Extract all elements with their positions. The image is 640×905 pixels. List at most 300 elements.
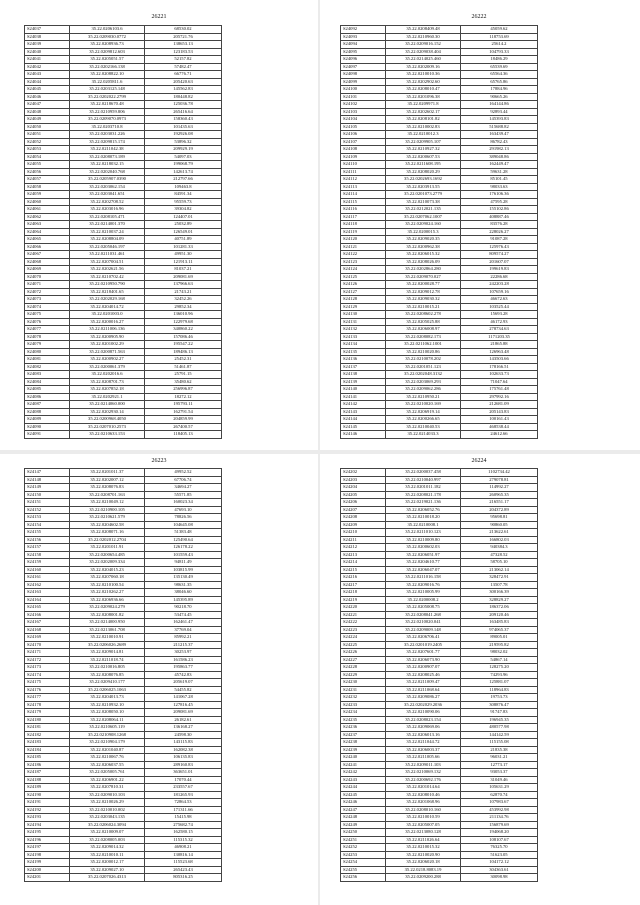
- row-value-cell: 233557.67: [145, 784, 222, 792]
- row-code-cell: 35.22.0200905.90: [70, 333, 145, 341]
- row-value-cell: 34694.27: [145, 484, 222, 492]
- row-id-cell: S24204: [341, 484, 386, 492]
- table-row: [25, 281, 222, 289]
- row-value-cell: 209929.19: [145, 146, 222, 154]
- row-id-cell: S24229: [341, 671, 386, 679]
- table-row: [25, 844, 222, 852]
- row-code-cell: 35.22.0211018.74: [70, 656, 145, 664]
- table-row: [25, 821, 222, 829]
- row-id-cell: S24062: [25, 213, 70, 221]
- row-code-cell: 35.22.0210049.12: [70, 499, 145, 507]
- row-value-cell: 126963.48: [461, 348, 538, 356]
- row-value-cell: 58705.10: [461, 559, 538, 567]
- row-id-cell: S24100: [341, 86, 386, 94]
- table-row: [341, 198, 538, 206]
- row-id-cell: S24240: [341, 754, 386, 762]
- row-id-cell: S24060: [25, 198, 70, 206]
- table-row: [25, 363, 222, 371]
- row-code-cell: 35.22.0206103.6: [70, 26, 145, 34]
- row-value-cell: 328472.91: [461, 574, 538, 582]
- table-row: [25, 86, 222, 94]
- row-id-cell: S24195: [25, 829, 70, 837]
- table-row: [341, 806, 538, 814]
- row-code-cell: 35.22.0208082.173: [386, 333, 461, 341]
- table-row: [341, 761, 538, 769]
- row-id-cell: S24086: [25, 393, 70, 401]
- row-code-cell: 35.22.0202009.334: [70, 559, 145, 567]
- row-id-cell: S24189: [25, 784, 70, 792]
- row-code-cell: 35.22.0206025.1063: [70, 686, 145, 694]
- table-row: [25, 791, 222, 799]
- row-id-cell: S24111: [341, 168, 386, 176]
- table-row: [341, 48, 538, 56]
- row-value-cell: 143503.66: [461, 356, 538, 364]
- row-value-cell: 164144.86: [461, 101, 538, 109]
- row-id-cell: S24182: [25, 731, 70, 739]
- row-value-cell: 30253.97: [145, 649, 222, 657]
- row-code-cell: 35.22.0202602.17: [386, 108, 461, 116]
- row-code-cell: 35.22.0208701.73: [70, 378, 145, 386]
- row-value-cell: 328829.27: [461, 596, 538, 604]
- row-value-cell: 136010.96: [145, 311, 222, 319]
- row-code-cell: 35.22.0206003.37: [386, 746, 461, 754]
- row-value-cell: 162082.38: [145, 746, 222, 754]
- row-id-cell: S24228: [341, 664, 386, 672]
- table-row: [341, 281, 538, 289]
- row-code-cell: 35.22.0202029.2036: [386, 701, 461, 709]
- row-id-cell: S24221: [341, 611, 386, 619]
- row-code-cell: 35.22.0209070.0973: [70, 116, 145, 124]
- row-code-cell: 35.22.0209010.103: [70, 791, 145, 799]
- table-row: [25, 48, 222, 56]
- row-value-cell: 162580.15: [145, 829, 222, 837]
- table-row: [341, 716, 538, 724]
- row-code-cell: 35.22.0203062.154: [70, 183, 145, 191]
- row-value-cell: 178166.51: [461, 363, 538, 371]
- row-id-cell: S24168: [25, 626, 70, 634]
- row-id-cell: S24116: [341, 206, 386, 214]
- table-row: [25, 138, 222, 146]
- table-row: [341, 213, 538, 221]
- table-row: [341, 829, 538, 837]
- row-value-cell: 95559.73: [145, 198, 222, 206]
- row-id-cell: S24130: [341, 311, 386, 319]
- table-row: [341, 243, 538, 251]
- table-row: [341, 236, 538, 244]
- row-code-cell: 35.22.0211016.158: [386, 574, 461, 582]
- row-value-cell: 145562.83: [145, 86, 222, 94]
- row-id-cell: S24128: [341, 296, 386, 304]
- row-value-cell: 15693.28: [461, 311, 538, 319]
- row-value-cell: 122979.68: [145, 318, 222, 326]
- row-id-cell: S24165: [25, 604, 70, 612]
- row-value-cell: 125976.43: [461, 243, 538, 251]
- table-row: [341, 371, 538, 379]
- table-row: [341, 363, 538, 371]
- row-id-cell: S24192: [25, 806, 70, 814]
- page-title: 26222: [471, 14, 487, 20]
- row-id-cell: S24039: [25, 41, 70, 49]
- row-code-cell: 35.22.0210262.27: [70, 589, 145, 597]
- row-id-cell: S24190: [25, 791, 70, 799]
- row-id-cell: S24209: [341, 521, 386, 529]
- row-id-cell: S24110: [341, 161, 386, 169]
- row-code-cell: 35.22.0210950.790: [70, 281, 145, 289]
- row-value-cell: 118405.13: [145, 431, 222, 439]
- table-row: [25, 63, 222, 71]
- row-value-cell: 51461.87: [145, 363, 222, 371]
- table-row: [341, 679, 538, 687]
- row-id-cell: S24210: [341, 529, 386, 537]
- row-code-cell: 35.22.0211006.136: [70, 326, 145, 334]
- row-code-cell: 35.22.0210020.86: [386, 348, 461, 356]
- row-value-cell: 90860.05: [461, 521, 538, 529]
- row-id-cell: S24064: [25, 228, 70, 236]
- table-row: [341, 416, 538, 424]
- row-code-cell: 35.22.0210020.041: [386, 619, 461, 627]
- table-row: [25, 108, 222, 116]
- row-code-cell: 35.22.0200016.27: [70, 318, 145, 326]
- row-value-cell: 195547.22: [145, 341, 222, 349]
- table-row: [341, 874, 538, 882]
- table-row: [341, 296, 538, 304]
- row-id-cell: S24061: [25, 206, 70, 214]
- row-value-cell: 101559.43: [145, 551, 222, 559]
- row-id-cell: S24138: [341, 371, 386, 379]
- row-code-cell: 35.22.0210020.90: [386, 851, 461, 859]
- table-row: [25, 221, 222, 229]
- row-id-cell: S24080: [25, 348, 70, 356]
- row-code-cell: 35.22.0206037.55: [70, 761, 145, 769]
- row-value-cell: 108107.67: [461, 836, 538, 844]
- row-value-cell: 18486.29: [461, 56, 538, 64]
- row-id-cell: S24227: [341, 656, 386, 664]
- row-value-cell: 216551.17: [461, 499, 538, 507]
- row-id-cell: S24125: [341, 273, 386, 281]
- table-row: [341, 318, 538, 326]
- row-code-cell: 35.22.0214000.950: [70, 619, 145, 627]
- row-value-cell: 40751.89: [145, 236, 222, 244]
- row-code-cell: 35.22.0200907.07: [386, 664, 461, 672]
- row-value-cell: 101281.33: [145, 243, 222, 251]
- row-id-cell: S24203: [341, 476, 386, 484]
- row-id-cell: S24202: [341, 469, 386, 477]
- row-code-cell: 35.22.0201096.38: [386, 93, 461, 101]
- row-value-cell: 107659.16: [461, 288, 538, 296]
- table-row: [25, 664, 222, 672]
- row-code-cell: 35.22.0201011.37: [70, 469, 145, 477]
- table-row: [25, 544, 222, 552]
- row-id-cell: S24066: [25, 243, 70, 251]
- table-row: [341, 596, 538, 604]
- table-row: [25, 724, 222, 732]
- table-row: [25, 814, 222, 822]
- row-code-cell: 35.22.0218670.48: [70, 101, 145, 109]
- row-code-cell: 35.22.0209024.279: [70, 604, 145, 612]
- row-id-cell: S24090: [25, 423, 70, 431]
- table-row: [341, 814, 538, 822]
- row-value-cell: 17070.44: [145, 776, 222, 784]
- table-row: [25, 649, 222, 657]
- row-code-cell: 35.22.0207010.2573: [70, 423, 145, 431]
- row-value-cell: 66776.71: [145, 71, 222, 79]
- row-code-cell: 35.22.0218.8083.19: [386, 866, 461, 874]
- row-value-cell: 166802.03: [461, 536, 538, 544]
- table-row: [341, 348, 538, 356]
- row-id-cell: S24052: [25, 138, 70, 146]
- row-id-cell: S24171: [25, 649, 70, 657]
- row-id-cell: S24176: [25, 686, 70, 694]
- row-code-cell: 35.22.0210908.1268: [70, 731, 145, 739]
- table-row: [341, 153, 538, 161]
- row-id-cell: S24167: [25, 619, 70, 627]
- row-id-cell: S24181: [25, 724, 70, 732]
- table-row: [341, 33, 538, 41]
- row-value-cell: 78826.56: [145, 514, 222, 522]
- row-id-cell: S24109: [341, 153, 386, 161]
- row-code-cell: 35.22.0201011.91: [70, 544, 145, 552]
- table-row: [25, 266, 222, 274]
- row-code-cell: 35.22.0211042.38: [70, 146, 145, 154]
- table-row: [341, 589, 538, 597]
- row-code-cell: 35.22.0200902.27: [70, 356, 145, 364]
- table-row: [341, 138, 538, 146]
- row-code-cell: 35.22.0210950.21: [386, 393, 461, 401]
- row-code-cell: 35.22.0207060.18: [70, 574, 145, 582]
- row-id-cell: S24151: [25, 499, 70, 507]
- row-value-cell: 46908.21: [145, 844, 222, 852]
- table-row: [25, 731, 222, 739]
- table-row: [25, 33, 222, 41]
- table-row: [25, 93, 222, 101]
- row-code-cell: 35.22.0206051.97: [386, 551, 461, 559]
- row-code-cell: 35.22.0210010.59: [386, 814, 461, 822]
- row-value-cell: 199619.83: [461, 266, 538, 274]
- row-id-cell: S24187: [25, 769, 70, 777]
- row-id-cell: S24068: [25, 258, 70, 266]
- row-id-cell: S24164: [25, 596, 70, 604]
- row-code-cell: 35.22.0211010.123: [386, 529, 461, 537]
- table-row: [25, 416, 222, 424]
- row-value-cell: 68530.02: [145, 26, 222, 34]
- row-value-cell: 209081.69: [145, 273, 222, 281]
- data-table: [340, 468, 538, 882]
- row-id-cell: S24153: [25, 514, 70, 522]
- row-id-cell: S24237: [341, 731, 386, 739]
- table-row: [25, 146, 222, 154]
- row-code-cell: 35.22.0207004.51: [70, 258, 145, 266]
- row-value-cell: 228026.27: [461, 228, 538, 236]
- table-row: [341, 491, 538, 499]
- row-code-cell: 35.22.0218032.15: [70, 161, 145, 169]
- row-code-cell: 35.22.0211026.64: [386, 836, 461, 844]
- row-value-cell: 125881.07: [461, 679, 538, 687]
- row-id-cell: S24198: [25, 851, 70, 859]
- table-row: [25, 258, 222, 266]
- row-id-cell: S24133: [341, 333, 386, 341]
- row-code-cell: 35.22.0203069.293: [386, 378, 461, 386]
- row-value-cell: 89005.01: [461, 634, 538, 642]
- table-row: [25, 521, 222, 529]
- table-row: [341, 131, 538, 139]
- row-code-cell: 35.22.0209070.027: [386, 273, 461, 281]
- page-title: 26221: [151, 14, 167, 20]
- row-id-cell: S24205: [341, 491, 386, 499]
- row-id-cell: S24042: [25, 63, 70, 71]
- table-row: [25, 769, 222, 777]
- row-id-cell: S24065: [25, 236, 70, 244]
- row-code-cell: 35.22.0208025.46: [386, 671, 461, 679]
- row-id-cell: S24059: [25, 191, 70, 199]
- row-id-cell: S24238: [341, 739, 386, 747]
- row-value-cell: 107983.67: [461, 799, 538, 807]
- table-row: [25, 701, 222, 709]
- row-code-cell: 35.22.0202930.14: [70, 408, 145, 416]
- table-row: [341, 341, 538, 349]
- row-code-cell: 35.22.0203016.96: [70, 206, 145, 214]
- row-id-cell: S24115: [341, 198, 386, 206]
- table-row: [25, 859, 222, 867]
- row-id-cell: S24095: [341, 48, 386, 56]
- row-code-cell: 35.22.0205025.88: [386, 318, 461, 326]
- row-id-cell: S24113: [341, 183, 386, 191]
- row-value-cell: 161586.23: [145, 656, 222, 664]
- row-id-cell: S24185: [25, 754, 70, 762]
- table-row: [341, 78, 538, 86]
- row-value-cell: 143115.83: [145, 739, 222, 747]
- row-value-cell: 115315.32: [145, 836, 222, 844]
- row-value-cell: 125036.78: [145, 101, 222, 109]
- row-id-cell: S24188: [25, 776, 70, 784]
- table-row: [341, 686, 538, 694]
- row-code-cell: 35.22.0202016.6: [70, 371, 145, 379]
- row-value-cell: 24598.30: [145, 731, 222, 739]
- row-value-cell: 49952.52: [145, 469, 222, 477]
- table-row: [341, 746, 538, 754]
- row-value-cell: 162449.47: [461, 161, 538, 169]
- table-row: [341, 724, 538, 732]
- row-id-cell: S24051: [25, 131, 70, 139]
- row-value-cell: 90665.26: [461, 93, 538, 101]
- row-value-cell: 212797.66: [145, 176, 222, 184]
- row-id-cell: S24212: [341, 544, 386, 552]
- row-code-cell: 35.22.0209016.152: [386, 41, 461, 49]
- table-row: [341, 844, 538, 852]
- table-row: [341, 311, 538, 319]
- row-id-cell: S24078: [25, 333, 70, 341]
- row-code-cell: 35.22.0210932.10: [70, 701, 145, 709]
- row-value-cell: 363651.01: [145, 769, 222, 777]
- row-id-cell: S24043: [25, 71, 70, 79]
- row-id-cell: S24161: [25, 574, 70, 582]
- table-row: [25, 228, 222, 236]
- table-row: [25, 176, 222, 184]
- row-code-cell: 35.22.0202921.1: [70, 393, 145, 401]
- table-row: [25, 829, 222, 837]
- row-code-cell: 35.22.0208023.154: [386, 716, 461, 724]
- row-value-cell: 156879.69: [461, 821, 538, 829]
- table-row: [25, 634, 222, 642]
- row-value-cell: 196945.35: [461, 716, 538, 724]
- row-value-cell: 135130.49: [145, 574, 222, 582]
- row-code-cell: 35.22.0201073.2779: [386, 191, 461, 199]
- row-code-cell: 35.22.0210010.002: [70, 806, 145, 814]
- table-row: [341, 408, 538, 416]
- row-value-cell: 59631.28: [461, 168, 538, 176]
- row-value-cell: 37769.04: [145, 626, 222, 634]
- table-row: [341, 183, 538, 191]
- row-id-cell: S24162: [25, 581, 70, 589]
- row-value-cell: 47595.28: [461, 198, 538, 206]
- row-value-cell: 67706.74: [145, 476, 222, 484]
- table-row: [25, 296, 222, 304]
- row-id-cell: S24085: [25, 386, 70, 394]
- row-value-cell: 138653.13: [145, 41, 222, 49]
- row-id-cell: S24070: [25, 273, 70, 281]
- row-code-cell: 35.22.0210959.806: [70, 108, 145, 116]
- row-value-cell: 157086.46: [145, 333, 222, 341]
- row-id-cell: S24166: [25, 611, 70, 619]
- table-row: [25, 529, 222, 537]
- table-row: [341, 731, 538, 739]
- row-value-cell: 123183.53: [145, 48, 222, 56]
- table-row: [341, 641, 538, 649]
- row-id-cell: S24091: [25, 431, 70, 439]
- row-value-cell: 53896.32: [145, 138, 222, 146]
- row-code-cell: 35.22.0201014.64: [386, 784, 461, 792]
- row-code-cell: 35.22.0203913.55: [386, 183, 461, 191]
- row-value-cell: 171311.66: [145, 806, 222, 814]
- row-code-cell: 35.22.0209014.81: [70, 649, 145, 657]
- row-id-cell: S24057: [25, 176, 70, 184]
- table-row: [341, 386, 538, 394]
- row-code-cell: 35.22.0200654.485: [70, 551, 145, 559]
- row-id-cell: S24040: [25, 48, 70, 56]
- row-id-cell: S24132: [341, 326, 386, 334]
- row-code-cell: 35.22.0201019.2405: [386, 641, 461, 649]
- row-id-cell: S24089: [25, 416, 70, 424]
- table-row: [25, 506, 222, 514]
- row-id-cell: S24103: [341, 108, 386, 116]
- row-value-cell: 29852.34: [145, 303, 222, 311]
- row-code-cell: 35.22.0209200.288: [386, 874, 461, 882]
- row-code-cell: 35.22.0211031.461: [70, 251, 145, 259]
- table-row: [25, 341, 222, 349]
- table-row: [25, 251, 222, 259]
- row-value-cell: 47693.10: [145, 506, 222, 514]
- row-id-cell: S24216: [341, 574, 386, 582]
- table-row: [341, 228, 538, 236]
- table-row: [25, 836, 222, 844]
- row-value-cell: 209081.69: [145, 709, 222, 717]
- row-value-cell: 162461.47: [145, 619, 222, 627]
- table-row: [25, 213, 222, 221]
- row-value-cell: 205143.83: [461, 408, 538, 416]
- row-code-cell: 35.22.0201068.96: [386, 799, 461, 807]
- row-code-cell: 35.22.0209410.177: [70, 679, 145, 687]
- row-value-cell: 55571.85: [145, 491, 222, 499]
- table-row: [25, 123, 222, 131]
- row-code-cell: 35.22.0202007.12: [70, 476, 145, 484]
- row-code-cell: 35.22.0207062.1007: [386, 213, 461, 221]
- table-row: [341, 544, 538, 552]
- row-id-cell: S24079: [25, 341, 70, 349]
- row-id-cell: S24155: [25, 529, 70, 537]
- table-row: [341, 221, 538, 229]
- row-id-cell: S24235: [341, 716, 386, 724]
- row-code-cell: 35.22.0206047.07: [386, 566, 461, 574]
- row-value-cell: 308876.47: [461, 701, 538, 709]
